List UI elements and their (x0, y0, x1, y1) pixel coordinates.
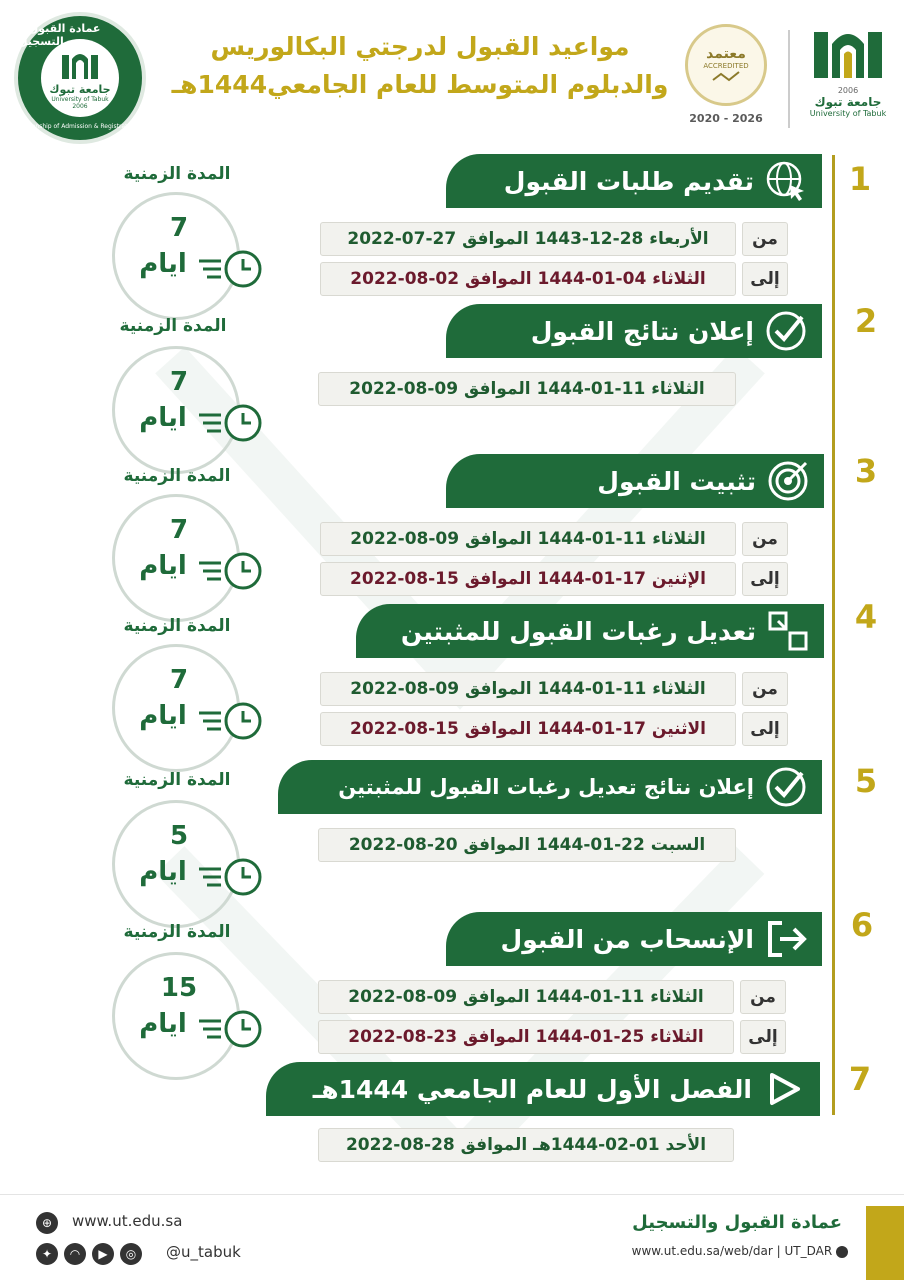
globe-icon[interactable]: ⊕ (36, 1212, 58, 1234)
step-3-duration-value: 7 (169, 515, 189, 545)
twitter-icon[interactable]: ✦ (36, 1243, 58, 1265)
step-3-duration-label: المدة الزمنية (123, 466, 231, 486)
accreditation-mark-icon (711, 70, 741, 84)
step-2-number: 2 (854, 302, 878, 340)
step-3-from-date: الثلاثاء 11-01-1444 الموافق 09-08-2022 (320, 522, 736, 556)
footer-dar-handle[interactable]: UT_DAR (784, 1244, 833, 1258)
step-6-title: الإنسحاب من القبول (500, 924, 754, 954)
university-emblem-icon (60, 47, 100, 81)
seal-name-english: University of Tabuk (51, 95, 109, 103)
title-line-2: والدبلوم المتوسط للعام الجامعي1444هـ (171, 70, 669, 99)
exit-icon (764, 917, 808, 961)
step-6-duration (112, 952, 240, 1080)
step-7-number: 7 (848, 1060, 872, 1098)
step-3-from-label: من (742, 522, 788, 556)
footer-divider (0, 1194, 904, 1195)
step-3-duration-unit: ايام (139, 551, 187, 581)
step-2-duration-value: 7 (169, 367, 189, 397)
step-5-date: السبت 22-01-1444 الموافق 20-08-2022 (318, 828, 736, 862)
fast-clock-icon (197, 1005, 271, 1053)
step-3-header (446, 454, 824, 508)
step-6-duration-label: المدة الزمنية (123, 922, 231, 942)
step-2-duration-label: المدة الزمنية (119, 316, 227, 336)
title-line-1: مواعيد القبول لدرجتي البكالوريس (210, 32, 630, 61)
check-circle-icon (764, 765, 808, 809)
step-5-duration-label: المدة الزمنية (123, 770, 231, 790)
accreditation-years: 2020 - 2026 (689, 112, 763, 125)
step-2-duration-unit: ايام (139, 403, 187, 433)
step-5-title: إعلان نتائج تعديل رغبات القبول للمثبتين (338, 775, 754, 799)
footer-social-handle[interactable]: @u_tabuk (166, 1243, 241, 1261)
step-7-date: الأحد 01-02-1444هـ الموافق 28-08-2022 (318, 1128, 734, 1162)
step-4-to-date: الاثنين 17-01-1444 الموافق 15-08-2022 (320, 712, 736, 746)
target-icon (766, 459, 810, 503)
seal-name-arabic: جامعة تبوك (49, 82, 111, 96)
timeline-line (832, 155, 835, 1115)
footer-separator: | (776, 1244, 781, 1258)
step-6-duration-unit: ايام (139, 1009, 187, 1039)
step-7-title: الفصل الأول للعام الجامعي 1444هـ (312, 1074, 752, 1104)
seal-ring-english: Deanship of Admission & Registration (23, 123, 137, 130)
step-2-date: الثلاثاء 11-01-1444 الموافق 09-08-2022 (318, 372, 736, 406)
fast-clock-icon (197, 547, 271, 595)
university-logo (806, 22, 890, 118)
instagram-icon[interactable]: ◎ (120, 1243, 142, 1265)
footer-deanship-name: عمادة القبول والتسجيل (632, 1212, 842, 1233)
accreditation-label-arabic: معتمد (706, 46, 746, 62)
step-6-from-date: الثلاثاء 11-01-1444 الموافق 09-08-2022 (318, 980, 734, 1014)
seal-year: 2006 (72, 102, 88, 110)
step-2-header (446, 304, 822, 358)
step-1-duration (112, 192, 240, 320)
university-year: 2006 (837, 86, 859, 95)
step-6-number: 6 (850, 906, 874, 944)
step-5-duration-value: 5 (169, 821, 189, 851)
seal-center (41, 39, 119, 117)
step-1-number: 1 (848, 160, 872, 198)
step-3-to-date: الإثنين 17-01-1444 الموافق 15-08-2022 (320, 562, 736, 596)
step-1-duration-label: المدة الزمنية (123, 164, 231, 184)
step-4-duration-label: المدة الزمنية (123, 616, 231, 636)
step-1-duration-unit: ايام (139, 249, 187, 279)
step-4-header (356, 604, 824, 658)
step-1-header (446, 154, 822, 208)
university-name-arabic: جامعة تبوك (814, 95, 882, 109)
footer-dar-link[interactable]: www.ut.edu.sa/web/dar (631, 1244, 773, 1258)
snapchat-icon[interactable]: ◠ (64, 1243, 86, 1265)
step-1-to-label: إلى (742, 262, 788, 296)
step-4-from-label: من (742, 672, 788, 706)
header-divider (788, 30, 790, 128)
step-6-from-label: من (740, 980, 786, 1014)
step-1-to-date: الثلاثاء 04-01-1444 الموافق 02-08-2022 (320, 262, 736, 296)
step-1-from-date: الأربعاء 28-12-1443 الموافق 27-07-2022 (320, 222, 736, 256)
step-5-header (278, 760, 822, 814)
step-1-from-label: من (742, 222, 788, 256)
footer-website[interactable]: www.ut.edu.sa (72, 1212, 183, 1230)
check-circle-icon (764, 309, 808, 353)
step-2-title: إعلان نتائج القبول (530, 316, 754, 346)
twitter-icon[interactable] (836, 1246, 848, 1258)
deanship-seal-logo (14, 12, 146, 144)
accreditation-badge (683, 24, 769, 130)
step-4-title: تعديل رغبات القبول للمثبتين (400, 616, 756, 646)
play-icon (762, 1067, 806, 1111)
step-6-header (446, 912, 822, 966)
resize-icon (766, 609, 810, 653)
footer-accent-bar (866, 1206, 904, 1280)
step-5-duration (112, 800, 240, 928)
fast-clock-icon (197, 697, 271, 745)
university-name-english: University of Tabuk (809, 109, 887, 118)
step-3-number: 3 (854, 452, 878, 490)
step-5-duration-unit: ايام (139, 857, 187, 887)
fast-clock-icon (197, 399, 271, 447)
step-6-to-label: إلى (740, 1020, 786, 1054)
step-3-to-label: إلى (742, 562, 788, 596)
accreditation-seal (685, 24, 767, 106)
accreditation-label-english: ACCREDITED (703, 62, 749, 70)
step-4-from-date: الثلاثاء 11-01-1444 الموافق 09-08-2022 (320, 672, 736, 706)
step-3-duration (112, 494, 240, 622)
step-2-duration (112, 346, 240, 474)
step-1-title: تقديم طلبات القبول (503, 166, 754, 196)
page-title (170, 28, 670, 104)
step-4-duration (112, 644, 240, 772)
footer-links (560, 1244, 848, 1258)
step-1-duration-value: 7 (169, 213, 189, 243)
step-6-to-date: الثلاثاء 25-01-1444 الموافق 23-08-2022 (318, 1020, 734, 1054)
step-6-duration-value: 15 (160, 973, 198, 1003)
university-logo-icon (810, 22, 886, 82)
step-4-duration-value: 7 (169, 665, 189, 695)
fast-clock-icon (197, 853, 271, 901)
step-5-number: 5 (854, 762, 878, 800)
seal-ring-arabic: عمادة القبول و التسجيل (18, 22, 101, 48)
step-3-title: تثبيت القبول (597, 466, 756, 496)
globe-cursor-icon (764, 159, 808, 203)
step-7-header (266, 1062, 820, 1116)
step-4-to-label: إلى (742, 712, 788, 746)
step-4-number: 4 (854, 598, 878, 636)
fast-clock-icon (197, 245, 271, 293)
youtube-icon[interactable]: ▶ (92, 1243, 114, 1265)
step-4-duration-unit: ايام (139, 701, 187, 731)
